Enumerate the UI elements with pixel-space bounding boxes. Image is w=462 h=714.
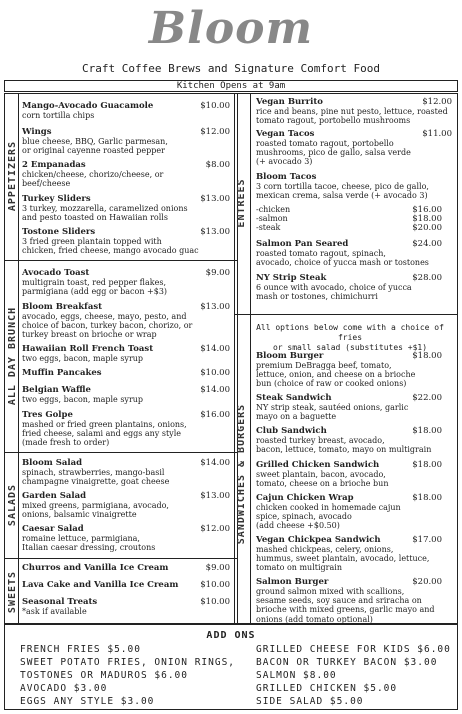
menu-item xyxy=(22,227,232,255)
item-price: $10.00 xyxy=(200,368,230,378)
menu-item xyxy=(22,127,232,155)
menu-item xyxy=(22,268,232,296)
item-name: Seasonal Treats xyxy=(22,597,98,607)
item-price: $13.00 xyxy=(200,491,230,501)
menu-item xyxy=(256,393,442,421)
menu-item xyxy=(22,458,232,486)
menu-item xyxy=(256,577,442,624)
item-price: $18.00 xyxy=(412,460,442,470)
menu-item xyxy=(22,563,232,573)
item-name: Churros and Vanilla Ice Cream xyxy=(22,563,169,573)
item-price: $16.00 xyxy=(200,410,230,420)
item-desc: 3 turkey, mozzarella, caramelized onions and pesto toasted on Hawaiian rolls xyxy=(22,204,188,223)
item-desc: roasted turkey breast, avocado, bacon, lettuce, tomato, mayo on multigrain xyxy=(256,436,432,455)
item-name: Muffin Pancakes xyxy=(22,368,102,378)
menu-item xyxy=(256,460,442,488)
item-price: $13.00 xyxy=(200,302,230,312)
item-name: Wings xyxy=(22,127,52,137)
menu-item xyxy=(22,524,232,552)
item-desc: avocado, eggs, cheese, mayo, pesto, and choice of bacon, turkey bacon, chorizo, or turkey breast on brioche or wrap xyxy=(22,312,193,340)
item-desc: romaine lettuce, parmigiana, Italian caesar dressing, croutons xyxy=(22,534,156,553)
item-price: $18.00 xyxy=(412,351,442,361)
item-name: 2 Empanadas xyxy=(22,160,86,170)
item-price: $24.00 xyxy=(412,239,442,249)
section-label-sweets: SWEETS xyxy=(7,570,18,614)
item-desc: 3 corn tortilla tacoe, cheese, pico de gallo, mexican crema, salsa verde (+ avocado 3) xyxy=(256,182,429,201)
item-price: $9.00 xyxy=(205,563,230,573)
item-desc: 6 ounce with avocado, choice of yucca mash or tostones, chimichurri xyxy=(256,283,412,302)
menu-item xyxy=(22,385,232,404)
addon-item: SALMON $8.00 xyxy=(256,670,337,681)
item-name: Hawaiian Roll French Toast xyxy=(22,344,154,354)
menu-item xyxy=(256,239,442,267)
taco-option xyxy=(256,214,442,223)
section-label-brunch: ALL DAY BRUNCH xyxy=(7,306,18,406)
item-desc: two eggs, bacon, maple syrup xyxy=(22,395,144,404)
divider-appetizers-brunch xyxy=(4,260,238,261)
menu-item xyxy=(22,302,232,340)
menu-item xyxy=(256,493,442,531)
addon-item: FRENCH FRIES $5.00 xyxy=(20,644,141,655)
item-price: $22.00 xyxy=(412,393,442,403)
menu-item xyxy=(256,426,442,454)
item-desc: blue cheese, BBQ, Garlic parmesan, or original cayenne roasted pepper xyxy=(22,137,168,156)
menu-item xyxy=(22,160,232,188)
item-name: Vegan Burrito xyxy=(256,97,323,107)
item-price: $13.00 xyxy=(200,194,230,204)
item-desc: chicken/cheese, chorizo/cheese, or beef/cheese xyxy=(22,170,164,189)
item-name: Bloom Tacos xyxy=(256,172,317,182)
item-price: $10.00 xyxy=(200,597,230,607)
item-desc: mashed chickpeas, celery, onions, hummus, sweet plantain, avocado, lettuce, tomato on multigrain xyxy=(256,545,430,573)
option-label: -salmon xyxy=(256,214,288,223)
item-desc: premium DeBragga beef, tomato, lettuce, onion, and cheese on a brioche bun (choice of raw or cooked onions) xyxy=(256,361,416,389)
addon-item: GRILLED CHICKEN $5.00 xyxy=(256,683,398,694)
sandwich-options-note: All options below come with a choice of fries or small salad (substitutes +$1) xyxy=(256,323,444,352)
addon-item: EGGS ANY STYLE $3.00 xyxy=(20,696,155,707)
item-price: $12.00 xyxy=(200,127,230,137)
item-desc: corn tortilla chips xyxy=(22,111,95,120)
option-label: -steak xyxy=(256,223,281,232)
item-price: $18.00 xyxy=(412,426,442,436)
item-price: $13.00 xyxy=(200,227,230,237)
menu-item xyxy=(22,580,232,590)
item-desc: multigrain toast, red pepper flakes, parmigiana (add egg or bacon +$3) xyxy=(22,278,168,297)
section-label-salads: SALADS xyxy=(7,483,18,527)
item-name: Avocado Toast xyxy=(22,268,90,278)
menu-item xyxy=(256,273,442,301)
item-name: Tres Golpe xyxy=(22,410,73,420)
item-desc: two eggs, bacon, maple syrup xyxy=(22,354,144,363)
addon-item: SWEET POTATO FRIES, ONION RINGS, xyxy=(20,657,236,668)
item-name: Club Sandwich xyxy=(256,426,327,436)
item-desc: chicken cooked in homemade cajun spice, spinach, avocado (add cheese +$0.50) xyxy=(256,503,401,531)
menu-item xyxy=(22,597,232,616)
item-name: Salmon Burger xyxy=(256,577,329,587)
item-price: $10.00 xyxy=(200,101,230,111)
item-desc: 3 fried green plantain topped with chicken, fried cheese, mango avocado guac xyxy=(22,237,199,256)
item-price: $9.00 xyxy=(205,268,230,278)
addon-item: SIDE SALAD $5.00 xyxy=(256,696,364,707)
section-label-entrees: ENTREES xyxy=(236,178,247,228)
item-price: $20.00 xyxy=(412,577,442,587)
menu-item xyxy=(256,129,452,167)
item-desc: roasted tomato ragout, portobello mushrooms, pico de gallo, salsa verde (+ avocado 3) xyxy=(256,139,411,167)
item-name: Cajun Chicken Wrap xyxy=(256,493,354,503)
item-price: $14.00 xyxy=(200,344,230,354)
divider-salads-sweets xyxy=(4,558,238,559)
taco-option xyxy=(256,223,442,232)
addons-title: ADD ONS xyxy=(206,630,256,641)
divider-brunch-salads xyxy=(4,452,238,453)
tagline: Craft Coffee Brews and Signature Comfort Food xyxy=(81,62,380,75)
item-desc: rice and beans, pine nut pesto, lettuce, roasted tomato ragout, portobello mushrooms xyxy=(256,107,448,126)
item-price: $14.00 xyxy=(200,385,230,395)
item-name: Vegan Chickpea Sandwich xyxy=(256,535,381,545)
addon-item: BACON OR TURKEY BACON $3.00 xyxy=(256,657,438,668)
item-name: Salmon Pan Seared xyxy=(256,239,349,249)
option-price: $16.00 xyxy=(412,205,442,215)
logo: Bloom xyxy=(148,3,314,54)
addon-item: TOSTONES OR MADUROS $6.00 xyxy=(20,670,188,681)
item-price: $8.00 xyxy=(205,160,230,170)
divider-entrees-sandwiches xyxy=(234,314,458,315)
item-name: Bloom Salad xyxy=(22,458,83,468)
section-label-sandwiches: SANDWICHES & BURGERS xyxy=(236,403,247,545)
menu-item xyxy=(22,491,232,519)
item-name: Mango-Avocado Guacamole xyxy=(22,101,154,111)
item-name: Grilled Chicken Sandwich xyxy=(256,460,380,470)
right-section-rule xyxy=(250,93,251,624)
menu-item xyxy=(256,535,442,573)
item-name: Caesar Salad xyxy=(22,524,84,534)
item-price: $12.00 xyxy=(200,524,230,534)
item-name: Bloom Breakfast xyxy=(22,302,103,312)
item-desc: spinach, strawberries, mango-basil champagne vinaigrette, goat cheese xyxy=(22,468,170,487)
addon-item: AVOCADO $3.00 xyxy=(20,683,108,694)
item-desc: roasted tomato ragout, spinach, avocado, choice of yucca mash or tostones xyxy=(256,249,429,268)
item-name: Tostone Sliders xyxy=(22,227,96,237)
item-name: Vegan Tacos xyxy=(256,129,315,139)
item-desc: ground salmon mixed with scallions, sesame seeds, soy sauce and sriracha on brioche with mixed greens, garlic mayo and onions (add tomato optional) xyxy=(256,587,435,624)
item-desc: mashed or fried green plantains, onions, fried cheese, salami and eggs any style (made fresh to order) xyxy=(22,420,187,448)
item-price: $12.00 xyxy=(422,97,452,107)
item-price: $14.00 xyxy=(200,458,230,468)
item-desc: *ask if available xyxy=(22,607,87,616)
item-desc: sweet plantain, bacon, avocado, tomato, cheese on a brioche bun xyxy=(256,470,389,489)
option-price: $18.00 xyxy=(412,214,442,224)
option-label: -chicken xyxy=(256,205,291,214)
item-price: $18.00 xyxy=(412,493,442,503)
menu-item xyxy=(22,410,232,448)
item-desc: NY strip steak, sautéed onions, garlic mayo on a baguette xyxy=(256,403,409,422)
menu-item xyxy=(22,101,232,120)
item-price: $28.00 xyxy=(412,273,442,283)
item-price: $11.00 xyxy=(422,129,452,139)
item-name: Belgian Waffle xyxy=(22,385,91,395)
menu-item xyxy=(22,368,232,378)
item-price: $10.00 xyxy=(200,580,230,590)
menu-item xyxy=(22,194,232,222)
option-price: $20.00 xyxy=(412,223,442,233)
item-name: Bloom Burger xyxy=(256,351,324,361)
item-name: Turkey Sliders xyxy=(22,194,91,204)
item-name: NY Strip Steak xyxy=(256,273,327,283)
addon-item: GRILLED CHEESE FOR KIDS $6.00 xyxy=(256,644,451,655)
menu-item xyxy=(256,172,452,200)
item-price: $17.00 xyxy=(412,535,442,545)
menu-item xyxy=(256,97,452,125)
item-name: Steak Sandwich xyxy=(256,393,332,403)
item-name: Lava Cake and Vanilla Ice Cream xyxy=(22,580,179,590)
item-desc: mixed greens, parmigiana, avocado, onions, balsamic vinaigrette xyxy=(22,501,169,520)
item-name: Garden Salad xyxy=(22,491,87,501)
menu-item xyxy=(256,351,442,389)
taco-option xyxy=(256,205,442,214)
section-label-appetizers: APPETIZERS xyxy=(7,140,18,212)
menu-item xyxy=(22,344,232,363)
kitchen-hours: Kitchen Opens at 9am xyxy=(4,80,458,92)
